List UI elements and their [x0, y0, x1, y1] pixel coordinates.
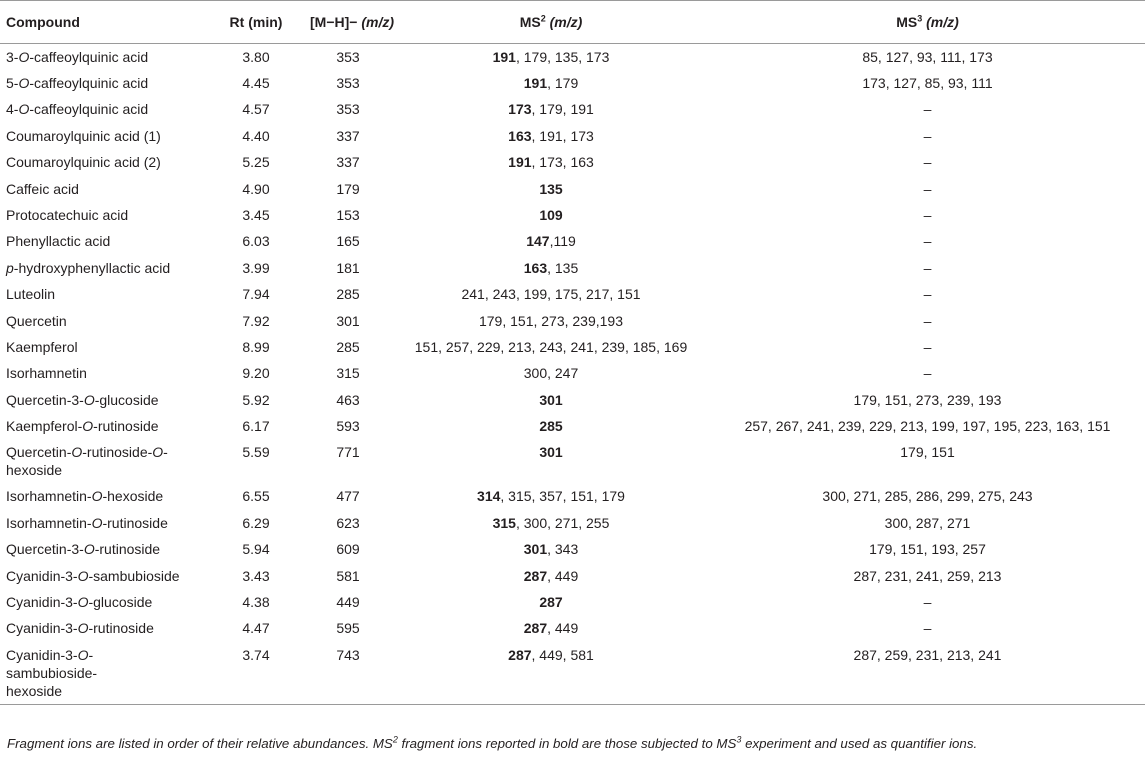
- cell-ms3: 257, 267, 241, 239, 229, 213, 199, 197, 195, 223, 163, 151: [744, 418, 1111, 435]
- header-rt: Rt (min): [208, 1, 304, 44]
- cell-compound: Kaempferol: [6, 338, 78, 355]
- cell-ms3: 173, 127, 85, 93, 111: [862, 75, 993, 91]
- cell-compound: 5-O-caffeoylquinic acid: [6, 75, 149, 91]
- cell-rt: 9.20: [242, 365, 270, 382]
- cell-mz: 477: [336, 488, 360, 505]
- table-row: [0, 308, 1145, 334]
- cell-mz: 179: [336, 180, 360, 197]
- cell-rt: 3.45: [242, 206, 270, 223]
- table-footnote: Fragment ions are listed in order of their relative abundances. $MS^2$ fragment ions reported in bold are those subjected to $MS^3$ experiment and used as quantifier ions.: [7, 734, 978, 751]
- cell-ms2: 163, 135: [523, 259, 579, 276]
- cell-rt: 6.55: [242, 488, 270, 505]
- cell-ms2: 287, 449: [523, 567, 579, 584]
- cell-mz: 449: [336, 594, 360, 611]
- cell-rt: 5.94: [242, 541, 270, 558]
- cell-compound: Luteolin: [6, 286, 56, 303]
- cell-mz: 285: [336, 286, 360, 303]
- cell-mz: 771: [336, 444, 360, 461]
- cell-ms2: 287: [539, 594, 563, 611]
- cell-ms3: –: [923, 594, 932, 611]
- cell-ms3: 85, 127, 93, 111, 173: [862, 49, 993, 65]
- cell-ms3: 179, 151, 273, 239, 193: [853, 391, 1002, 408]
- cell-ms2: 285: [539, 418, 563, 435]
- cell-rt: 4.45: [242, 75, 270, 91]
- cell-mz: 181: [336, 259, 360, 276]
- cell-ms3: –: [923, 180, 932, 197]
- cell-rt: 8.99: [242, 338, 270, 355]
- cell-ms2: 135: [539, 180, 563, 197]
- cell-ms2: 301: [539, 391, 563, 408]
- cell-rt: 3.74: [208, 642, 304, 705]
- cell-ms2: 300, 247: [523, 365, 579, 382]
- table-row: [0, 123, 1145, 149]
- cell-rt: 5.92: [242, 391, 270, 408]
- cell-compound: Isorhamnetin-O-rutinoside: [6, 514, 168, 531]
- cell-mz: 165: [336, 233, 360, 250]
- cell-rt: 4.40: [242, 127, 270, 144]
- cell-ms2: 301, 343: [523, 541, 579, 558]
- table-row: [0, 483, 1145, 509]
- cell-rt: 7.92: [242, 312, 270, 329]
- cell-mz: 595: [336, 620, 360, 637]
- cell-ms2: 191, 179, 135, 173: [492, 49, 610, 65]
- cell-mz: 623: [336, 514, 360, 531]
- cell-compound: Quercetin: [6, 312, 67, 329]
- cell-ms3: –: [923, 127, 932, 144]
- cell-rt: 3.99: [242, 259, 270, 276]
- cell-ms2: 173, 179, 191: [508, 101, 594, 118]
- table-row: [0, 563, 1145, 589]
- cell-rt: 5.25: [242, 154, 270, 171]
- cell-compound: 3-O-caffeoylquinic acid: [6, 49, 149, 65]
- cell-rt: 5.59: [242, 444, 270, 461]
- cell-ms3: 287, 259, 231, 213, 241: [710, 642, 1145, 705]
- cell-compound: Quercetin-3-O-rutinoside: [6, 541, 161, 558]
- cell-ms3: –: [923, 365, 932, 382]
- cell-ms3: –: [923, 233, 932, 250]
- cell-ms3: 300, 287, 271: [884, 514, 971, 531]
- table-row: [0, 44, 1145, 71]
- cell-ms2: 287, 449, 581: [392, 642, 710, 705]
- cell-compound: Coumaroylquinic acid (2): [6, 154, 161, 171]
- cell-ms3: –: [923, 312, 932, 329]
- cell-ms3: –: [923, 338, 932, 355]
- table-row: [0, 176, 1145, 202]
- cell-ms2: 151, 257, 229, 213, 243, 241, 239, 185, 169: [414, 338, 688, 355]
- cell-ms3: 179, 151: [900, 444, 955, 461]
- table-row: [0, 334, 1145, 360]
- table-row: [0, 536, 1145, 562]
- table-row: [0, 96, 1145, 122]
- header-compound: Compound: [0, 1, 208, 44]
- cell-ms2: 163, 191, 173: [508, 127, 594, 144]
- cell-compound: Protocatechuic acid: [6, 206, 129, 223]
- table-row: [0, 70, 1145, 96]
- cell-ms2: 147,119: [526, 233, 576, 250]
- cell-mz: 153: [336, 206, 360, 223]
- cell-compound: Quercetin-3-O-glucoside: [6, 391, 159, 408]
- cell-mz: 463: [336, 391, 360, 408]
- cell-compound: Phenyllactic acid: [6, 233, 111, 250]
- cell-rt: 4.38: [242, 594, 270, 611]
- cell-rt: 6.29: [242, 514, 270, 531]
- table-row: [0, 228, 1145, 254]
- cell-mz: 581: [336, 567, 360, 584]
- cell-mz: 353: [336, 75, 360, 91]
- cell-ms2: 314, 315, 357, 151, 179: [477, 488, 625, 505]
- cell-compound: Cyanidin-3-O-glucoside: [6, 594, 153, 611]
- cell-rt: 3.80: [242, 49, 270, 65]
- table-row: [0, 413, 1145, 439]
- cell-rt: 4.47: [242, 620, 270, 637]
- cell-ms3: 179, 151, 193, 257: [869, 541, 986, 558]
- cell-compound: Kaempferol-O-rutinoside: [6, 418, 159, 435]
- cell-ms2: 241, 243, 199, 175, 217, 151: [461, 286, 641, 303]
- table-row: [0, 642, 1145, 705]
- table-row: [0, 387, 1145, 413]
- cell-ms3: –: [923, 206, 932, 223]
- header-mh: [M−H]− (m/z): [304, 1, 392, 44]
- cell-mz: 353: [336, 101, 360, 118]
- table-row: [0, 360, 1145, 386]
- cell-rt: 6.17: [242, 418, 270, 435]
- cell-ms3: –: [923, 286, 932, 303]
- cell-mz: 353: [336, 49, 360, 65]
- cell-compound: 4-O-caffeoylquinic acid: [6, 101, 149, 118]
- cell-ms3: 287, 231, 241, 259, 213: [853, 567, 1002, 584]
- cell-ms2: 287, 449: [523, 620, 579, 637]
- cell-ms2: 301: [539, 444, 563, 461]
- table-row: [0, 149, 1145, 175]
- cell-ms2: 179, 151, 273, 239,193: [478, 312, 624, 329]
- table-row: [0, 589, 1145, 615]
- cell-mz: 285: [336, 338, 360, 355]
- table-row: [0, 281, 1145, 307]
- cell-ms3: –: [923, 259, 932, 276]
- cell-compound: Caffeic acid: [6, 180, 79, 197]
- header-ms3: $MS^3$ (m/z): [710, 1, 1145, 44]
- cell-compound: Coumaroylquinic acid (1): [6, 127, 161, 144]
- table-row: [0, 510, 1145, 536]
- cell-rt: 7.94: [242, 286, 270, 303]
- cell-rt: 3.43: [242, 567, 270, 584]
- cell-ms3: 300, 271, 285, 286, 299, 275, 243: [822, 488, 1033, 505]
- cell-mz: 609: [336, 541, 360, 558]
- header-ms2: $MS^2$ (m/z): [392, 1, 710, 44]
- cell-ms3: –: [923, 620, 932, 637]
- cell-ms2: 191, 173, 163: [508, 154, 594, 171]
- cell-ms2: 315, 300, 271, 255: [492, 514, 610, 531]
- cell-compound: Quercetin-O-rutinoside-O- hexoside: [6, 444, 168, 479]
- table-row: [0, 439, 1145, 483]
- cell-compound: Isorhamnetin-O-hexoside: [6, 488, 164, 505]
- cell-compound: p-hydroxyphenyllactic acid: [6, 259, 171, 276]
- cell-rt: 4.90: [242, 180, 270, 197]
- cell-ms2: 191, 179: [523, 75, 579, 91]
- header-row: [0, 1, 1145, 44]
- cell-ms3: –: [923, 101, 932, 118]
- cell-ms2: 109: [539, 206, 563, 223]
- cell-mz: 337: [336, 154, 360, 171]
- table-row: [0, 615, 1145, 641]
- cell-compound: Isorhamnetin: [6, 365, 87, 382]
- cell-ms3: –: [923, 154, 932, 171]
- cell-compound: Cyanidin-3-O- sambubioside- hexoside: [0, 642, 208, 705]
- cell-compound: Cyanidin-3-O-sambubioside: [6, 567, 180, 584]
- cell-mz: 743: [304, 642, 392, 705]
- cell-mz: 337: [336, 127, 360, 144]
- cell-mz: 315: [336, 365, 360, 382]
- cell-rt: 4.57: [242, 101, 270, 118]
- cell-mz: 301: [336, 312, 360, 329]
- cell-mz: 593: [336, 418, 360, 435]
- cell-rt: 6.03: [242, 233, 270, 250]
- cell-compound: Cyanidin-3-O-rutinoside: [6, 620, 154, 637]
- table-row: [0, 202, 1145, 228]
- table-row: [0, 255, 1145, 281]
